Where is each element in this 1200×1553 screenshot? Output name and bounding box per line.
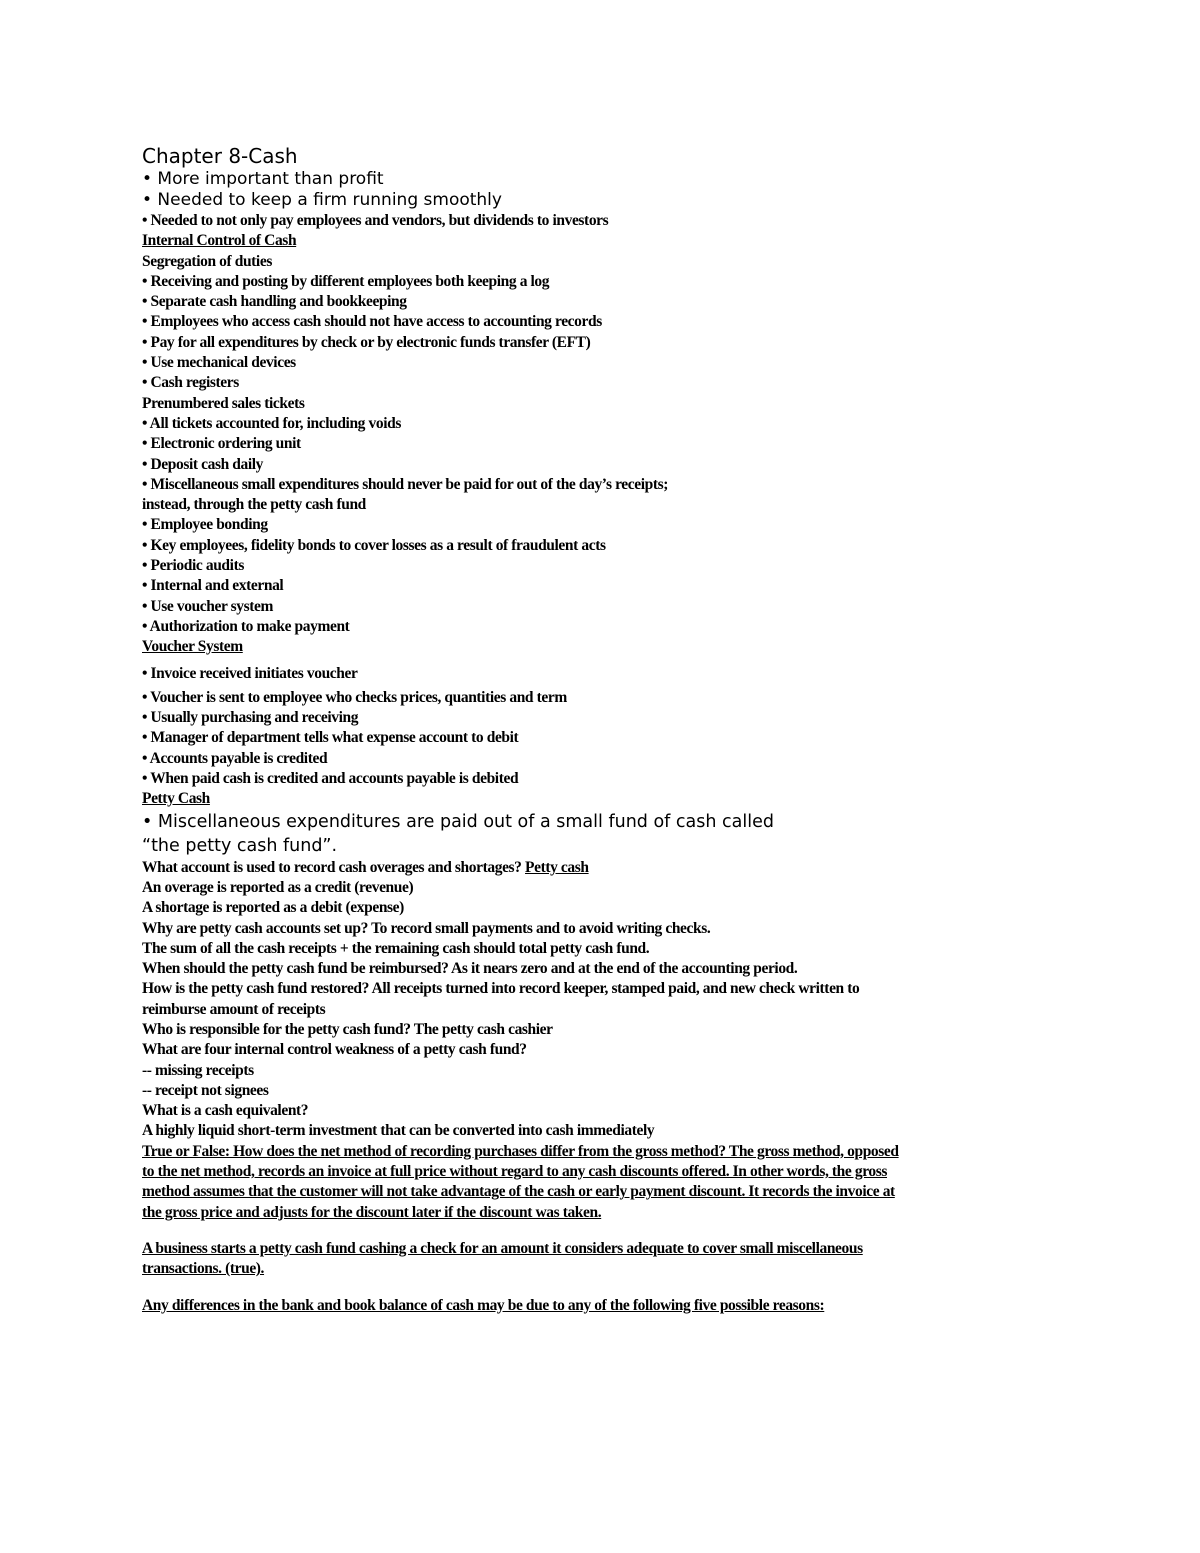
text-line: Segregation of duties <box>142 252 272 270</box>
intro-bullet: • More important than profit <box>142 169 384 189</box>
text-line: What is a cash equivalent? <box>142 1102 309 1120</box>
text-line: A highly liquid short-term investment that can be converted into cash immediately <box>142 1122 655 1140</box>
text-line: • Periodic audits <box>142 557 244 575</box>
text-line: When should the petty cash fund be reimbursed? As it nears zero and at the end of the accounting period. <box>142 960 798 978</box>
text-line: • Use voucher system <box>142 597 274 615</box>
section-heading-internal-control: Internal Control of Cash <box>142 232 297 250</box>
text-line: • When paid cash is credited and accounts payable is debited <box>142 770 519 788</box>
intro-bullet: • Needed to keep a firm running smoothly <box>142 190 502 210</box>
text-line: • Receiving and posting by different employees both keeping a log <box>142 272 550 290</box>
underlined-paragraph-line: the gross price and adjusts for the discount later if the discount was taken. <box>142 1203 602 1221</box>
text-line: • Cash registers <box>142 374 239 392</box>
text-line: • Miscellaneous small expenditures should never be paid for out of the day’s receipts; <box>142 475 669 493</box>
text-line: • Electronic ordering unit <box>142 435 301 453</box>
page-title: Chapter 8-Cash <box>142 144 298 168</box>
text-line: • All tickets accounted for, including voids <box>142 414 401 432</box>
text-line: instead, through the petty cash fund <box>142 496 366 514</box>
petty-cash-definition: “the petty cash fund”. <box>142 835 338 856</box>
question-line <box>142 858 1072 878</box>
text-line: • Use mechanical devices <box>142 354 296 372</box>
underlined-paragraph-line: method assumes that the customer will not take advantage of the cash or early payment discount. It records the invoice at <box>142 1183 895 1201</box>
underlined-paragraph-line: Any differences in the bank and book balance of cash may be due to any of the following five possible reasons: <box>142 1296 825 1314</box>
text-line: Who is responsible for the petty cash fund? The petty cash cashier <box>142 1020 553 1038</box>
text-line: An overage is reported as a credit (revenue) <box>142 878 414 896</box>
text-line: • Employees who access cash should not have access to accounting records <box>142 313 602 331</box>
text-line: reimburse amount of receipts <box>142 1000 326 1018</box>
text-line: • Key employees, fidelity bonds to cover losses as a result of fraudulent acts <box>142 536 606 554</box>
text-line: • Pay for all expenditures by check or by electronic funds transfer (EFT) <box>142 333 591 351</box>
text-line: Prenumbered sales tickets <box>142 394 305 412</box>
text-line: The sum of all the cash receipts + the remaining cash should total petty cash fund. <box>142 939 650 957</box>
underlined-paragraph-line: to the net method, records an invoice at full price without regard to any cash discounts offered. In other words, the gross <box>142 1163 888 1181</box>
section-heading-voucher-system: Voucher System <box>142 638 243 656</box>
text-line: • Voucher is sent to employee who checks prices, quantities and term <box>142 688 567 706</box>
text-line: What are four internal control weakness of a petty cash fund? <box>142 1041 527 1059</box>
text-line: • Accounts payable is credited <box>142 749 328 767</box>
underlined-paragraph-line: True or False: How does the net method of recording purchases differ from the gross method? The gross method, opposed <box>142 1142 899 1160</box>
text-line: • Invoice received initiates voucher <box>142 664 358 682</box>
text-line: How is the petty cash fund restored? All receipts turned into record keeper, stamped paid, and new check written to <box>142 980 860 998</box>
underlined-paragraph-line: transactions. (true). <box>142 1260 265 1278</box>
petty-cash-definition: • Miscellaneous expenditures are paid out of a small fund of cash called <box>142 811 774 832</box>
text-line: • Separate cash handling and bookkeeping <box>142 293 407 311</box>
underlined-paragraph-line: A business starts a petty cash fund cashing a check for an amount it considers adequate to cover small miscellaneous <box>142 1239 863 1257</box>
text-line: • Deposit cash daily <box>142 455 264 473</box>
text-line: • Manager of department tells what expense account to debit <box>142 729 519 747</box>
text-line: A shortage is reported as a debit (expense) <box>142 899 404 917</box>
section-heading-petty-cash: Petty Cash <box>142 790 210 808</box>
intro-bullet: • Needed to not only pay employees and vendors, but dividends to investors <box>142 212 609 229</box>
text-line: Why are petty cash accounts set up? To record small payments and to avoid writing checks. <box>142 919 711 937</box>
text-line: • Authorization to make payment <box>142 617 350 635</box>
text-line: -- receipt not signees <box>142 1081 269 1099</box>
text-line: • Internal and external <box>142 577 284 595</box>
text-line: • Employee bonding <box>142 516 268 534</box>
text-line: -- missing receipts <box>142 1061 254 1079</box>
document-page <box>142 143 1072 1316</box>
question-answer: Petty cash <box>525 858 589 876</box>
question-text: What account is used to record cash overages and shortages? <box>142 858 526 876</box>
text-line: • Usually purchasing and receiving <box>142 709 359 727</box>
